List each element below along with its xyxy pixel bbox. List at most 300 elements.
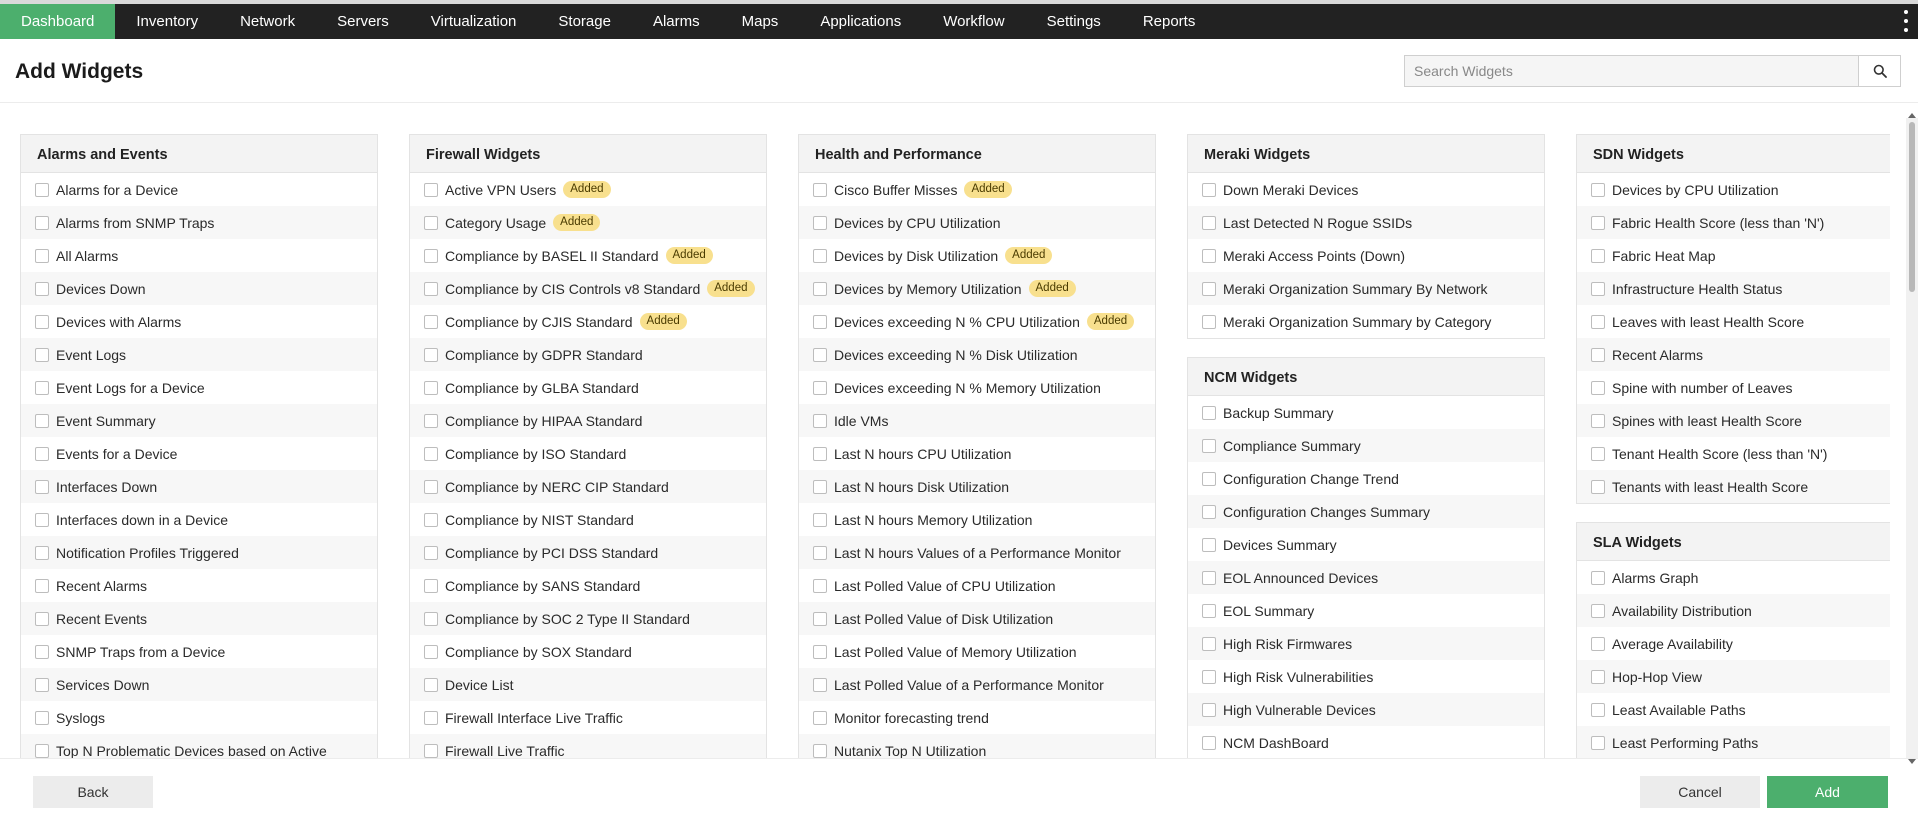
- widget-checkbox[interactable]: [35, 744, 49, 758]
- widget-item[interactable]: [21, 272, 377, 305]
- nav-tab-workflow[interactable]: Workflow: [943, 13, 1005, 30]
- page-title: Add Widgets: [15, 60, 144, 83]
- widget-item[interactable]: [1577, 404, 1890, 437]
- widget-label: EOL Summary: [1223, 602, 1315, 619]
- widget-label: Alarms for a Device: [56, 181, 179, 198]
- widget-checkbox[interactable]: [424, 282, 438, 296]
- widget-checkbox[interactable]: [1202, 282, 1216, 296]
- widget-list: [799, 173, 1155, 758]
- widget-checkbox[interactable]: [1591, 381, 1605, 395]
- widget-label: Compliance Summary: [1223, 437, 1361, 454]
- widget-group-panel: [798, 134, 1156, 758]
- widget-label: Meraki Organization Summary by Category: [1223, 313, 1492, 330]
- widget-label: Tenants with least Health Score: [1612, 478, 1809, 495]
- widget-group-panel: [1576, 522, 1890, 758]
- widget-checkbox[interactable]: [813, 183, 827, 197]
- widget-label: Infrastructure Health Status: [1612, 280, 1783, 297]
- widget-item[interactable]: [410, 239, 766, 272]
- widget-item[interactable]: [410, 470, 766, 503]
- nav-tab-virtualization[interactable]: Virtualization: [430, 13, 517, 30]
- widget-item[interactable]: [799, 470, 1155, 503]
- widget-item[interactable]: [21, 437, 377, 470]
- widget-item[interactable]: [1188, 726, 1544, 758]
- widget-item[interactable]: [410, 668, 766, 701]
- widget-list: [1577, 561, 1890, 758]
- widget-label: Compliance by SOX Standard: [445, 643, 632, 660]
- widget-checkbox[interactable]: [424, 513, 438, 527]
- widget-checkbox[interactable]: [35, 612, 49, 626]
- widget-checkbox[interactable]: [1202, 439, 1216, 453]
- widget-label: Compliance by NERC CIP Standard: [445, 478, 669, 495]
- widget-checkbox[interactable]: [35, 579, 49, 593]
- widget-checkbox[interactable]: [424, 612, 438, 626]
- widget-label: Fabric Heat Map: [1612, 247, 1716, 264]
- widget-item[interactable]: [799, 437, 1155, 470]
- widget-checkbox[interactable]: [1591, 604, 1605, 618]
- widget-label: Least Performing Paths: [1612, 734, 1759, 751]
- widget-item[interactable]: [21, 734, 377, 758]
- widget-label: Event Logs: [56, 346, 127, 363]
- widget-item[interactable]: [21, 206, 377, 239]
- widget-label: Fabric Health Score (less than 'N'): [1612, 214, 1825, 231]
- widget-item[interactable]: [799, 371, 1155, 404]
- widget-item[interactable]: [1188, 429, 1544, 462]
- widget-checkbox[interactable]: [1202, 505, 1216, 519]
- scroll-down-icon[interactable]: [1908, 759, 1916, 764]
- widget-item[interactable]: [21, 668, 377, 701]
- widget-label: Compliance by ISO Standard: [445, 445, 627, 462]
- widget-checkbox[interactable]: [1591, 703, 1605, 717]
- widget-item[interactable]: [1188, 206, 1544, 239]
- widget-item[interactable]: [410, 272, 766, 305]
- widget-label: Event Summary: [56, 412, 156, 429]
- widget-item[interactable]: [1188, 528, 1544, 561]
- widget-checkbox[interactable]: [1591, 637, 1605, 651]
- widget-label: Devices by CPU Utilization: [1612, 181, 1779, 198]
- widget-checkbox[interactable]: [1591, 216, 1605, 230]
- widget-checkbox[interactable]: [424, 645, 438, 659]
- widget-checkbox[interactable]: [813, 480, 827, 494]
- nav-tab-inventory[interactable]: Inventory: [136, 13, 199, 30]
- widget-checkbox[interactable]: [1591, 249, 1605, 263]
- widget-label: Tenant Health Score (less than 'N'): [1612, 445, 1828, 462]
- widget-checkbox[interactable]: [424, 744, 438, 758]
- widget-checkbox[interactable]: [424, 447, 438, 461]
- widget-item[interactable]: [1577, 173, 1890, 206]
- widget-item[interactable]: [410, 602, 766, 635]
- widget-label: All Alarms: [56, 247, 119, 264]
- widget-checkbox[interactable]: [35, 282, 49, 296]
- widget-checkbox[interactable]: [1591, 348, 1605, 362]
- widget-item[interactable]: [1577, 726, 1890, 758]
- widget-label: NCM DashBoard: [1223, 734, 1329, 751]
- added-badge: Added: [1029, 280, 1076, 297]
- widget-item[interactable]: [1577, 272, 1890, 305]
- widget-item[interactable]: [21, 503, 377, 536]
- widget-label: Monitor forecasting trend: [834, 709, 989, 726]
- add-button[interactable]: Add: [1767, 776, 1888, 808]
- widget-label: Last N hours Disk Utilization: [834, 478, 1010, 495]
- nav-tab-dashboard[interactable]: Dashboard: [0, 4, 115, 39]
- widget-checkbox[interactable]: [813, 381, 827, 395]
- widget-item[interactable]: [799, 338, 1155, 371]
- widget-checkbox[interactable]: [813, 513, 827, 527]
- widget-checkbox[interactable]: [1591, 414, 1605, 428]
- widget-checkbox[interactable]: [813, 348, 827, 362]
- widget-item[interactable]: [1188, 627, 1544, 660]
- widget-checkbox[interactable]: [35, 711, 49, 725]
- widget-item[interactable]: [410, 437, 766, 470]
- widget-label: Spine with number of Leaves: [1612, 379, 1793, 396]
- widget-item[interactable]: [410, 173, 766, 206]
- widget-item[interactable]: [1188, 462, 1544, 495]
- widget-item[interactable]: [799, 701, 1155, 734]
- cancel-button[interactable]: Cancel: [1640, 776, 1760, 808]
- widget-label: Top N Problematic Devices based on Active: [56, 742, 327, 758]
- widget-item[interactable]: [1188, 305, 1544, 338]
- widget-item[interactable]: [799, 503, 1155, 536]
- widget-label: Compliance by PCI DSS Standard: [445, 544, 659, 561]
- widget-item[interactable]: [1188, 594, 1544, 627]
- widget-group-panel: [1187, 134, 1545, 339]
- widget-label: Last Polled Value of CPU Utilization: [834, 577, 1056, 594]
- widget-checkbox[interactable]: [424, 678, 438, 692]
- widget-checkbox[interactable]: [1202, 249, 1216, 263]
- search-button[interactable]: [1858, 56, 1900, 86]
- widget-column: [1187, 134, 1545, 758]
- widget-label: Recent Alarms: [56, 577, 148, 594]
- widget-item[interactable]: [1577, 371, 1890, 404]
- widget-label: Idle VMs: [834, 412, 889, 429]
- widget-checkbox[interactable]: [35, 315, 49, 329]
- widget-group-title: NCM Widgets: [1188, 358, 1544, 396]
- widget-item[interactable]: [799, 272, 1155, 305]
- widget-label: Firewall Live Traffic: [445, 742, 565, 758]
- widget-label: Devices by Memory Utilization: [834, 280, 1022, 297]
- widget-checkbox[interactable]: [1202, 703, 1216, 717]
- nav-tab-storage[interactable]: Storage: [558, 13, 611, 30]
- widget-checkbox[interactable]: [813, 315, 827, 329]
- widget-item[interactable]: [1577, 338, 1890, 371]
- nav-tab-reports[interactable]: Reports: [1142, 13, 1196, 30]
- widget-checkbox[interactable]: [1202, 670, 1216, 684]
- widget-label: Last N hours Values of a Performance Monitor: [834, 544, 1121, 561]
- widget-label: Devices exceeding N % CPU Utilization: [834, 313, 1080, 330]
- widget-item[interactable]: [1577, 693, 1890, 726]
- widget-label: Event Logs for a Device: [56, 379, 205, 396]
- widget-item[interactable]: [21, 239, 377, 272]
- widget-item[interactable]: [1577, 627, 1890, 660]
- widget-item[interactable]: [799, 305, 1155, 338]
- widget-item[interactable]: [410, 503, 766, 536]
- widget-checkbox[interactable]: [1202, 183, 1216, 197]
- widget-column: [409, 134, 767, 758]
- widget-checkbox[interactable]: [1591, 670, 1605, 684]
- widget-checkbox[interactable]: [424, 579, 438, 593]
- widget-checkbox[interactable]: [1591, 447, 1605, 461]
- widget-checkbox[interactable]: [424, 711, 438, 725]
- widget-checkbox[interactable]: [1591, 315, 1605, 329]
- more-options-icon[interactable]: [1902, 10, 1910, 32]
- widget-checkbox[interactable]: [813, 282, 827, 296]
- widget-group-panel: [409, 134, 767, 758]
- widget-checkbox[interactable]: [813, 546, 827, 560]
- main-nav: [0, 4, 1918, 39]
- nav-tab-network[interactable]: Network: [240, 13, 296, 30]
- widget-checkbox[interactable]: [424, 381, 438, 395]
- page-scrollbar[interactable]: [1906, 118, 1918, 758]
- widget-item[interactable]: [1188, 396, 1544, 429]
- widget-checkbox[interactable]: [35, 447, 49, 461]
- back-button[interactable]: Back: [33, 776, 153, 808]
- widget-label: Devices with Alarms: [56, 313, 182, 330]
- widget-checkbox[interactable]: [35, 249, 49, 263]
- widget-item[interactable]: [1577, 470, 1890, 503]
- widget-label: Devices Down: [56, 280, 146, 297]
- widget-label: Spines with least Health Score: [1612, 412, 1802, 429]
- widget-label: Down Meraki Devices: [1223, 181, 1359, 198]
- widget-label: High Vulnerable Devices: [1223, 701, 1376, 718]
- nav-tab-settings[interactable]: Settings: [1046, 13, 1101, 30]
- widget-label: Interfaces down in a Device: [56, 511, 228, 528]
- widget-checkbox[interactable]: [1202, 736, 1216, 750]
- top-navigation-bar: [0, 0, 1918, 39]
- widget-label: Devices by CPU Utilization: [834, 214, 1001, 231]
- search-widgets-input[interactable]: [1405, 56, 1858, 86]
- widget-checkbox[interactable]: [1591, 480, 1605, 494]
- widget-item[interactable]: [1577, 206, 1890, 239]
- widget-checkbox[interactable]: [424, 414, 438, 428]
- widget-item[interactable]: [1188, 239, 1544, 272]
- widget-item[interactable]: [799, 206, 1155, 239]
- widget-checkbox[interactable]: [424, 546, 438, 560]
- widget-item[interactable]: [21, 470, 377, 503]
- widget-item[interactable]: [21, 305, 377, 338]
- widget-label: Recent Alarms: [1612, 346, 1704, 363]
- added-badge: Added: [707, 280, 754, 297]
- widget-checkbox[interactable]: [1202, 472, 1216, 486]
- widget-group-panel: [1187, 357, 1545, 758]
- widget-item[interactable]: [21, 569, 377, 602]
- widget-checkbox[interactable]: [813, 612, 827, 626]
- widget-item[interactable]: [21, 173, 377, 206]
- widget-label: Last N hours CPU Utilization: [834, 445, 1012, 462]
- widget-group-title: SLA Widgets: [1577, 523, 1890, 561]
- widget-label: Configuration Changes Summary: [1223, 503, 1430, 520]
- widget-item[interactable]: [1188, 660, 1544, 693]
- widget-item[interactable]: [1577, 305, 1890, 338]
- widget-checkbox[interactable]: [1202, 604, 1216, 618]
- widget-item[interactable]: [1188, 495, 1544, 528]
- widget-checkbox[interactable]: [35, 348, 49, 362]
- widget-list: [1577, 173, 1890, 503]
- widget-item[interactable]: [21, 371, 377, 404]
- widget-item[interactable]: [799, 668, 1155, 701]
- widget-checkbox[interactable]: [1591, 282, 1605, 296]
- widget-checkbox[interactable]: [1591, 183, 1605, 197]
- widget-column: [1576, 134, 1890, 758]
- widget-label: Devices exceeding N % Disk Utilization: [834, 346, 1078, 363]
- widget-label: Active VPN Users: [445, 181, 557, 198]
- nav-tab-servers[interactable]: Servers: [337, 13, 389, 30]
- widget-item[interactable]: [799, 734, 1155, 758]
- widget-item[interactable]: [799, 536, 1155, 569]
- widget-label: Cisco Buffer Misses: [834, 181, 958, 198]
- widget-label: Devices Summary: [1223, 536, 1337, 553]
- widget-checkbox[interactable]: [424, 249, 438, 263]
- widget-label: Device List: [445, 676, 514, 693]
- added-badge: Added: [553, 214, 600, 231]
- widget-checkbox[interactable]: [1591, 571, 1605, 585]
- scrollbar-thumb[interactable]: [1909, 122, 1915, 292]
- widget-item[interactable]: [799, 569, 1155, 602]
- widget-item[interactable]: [799, 404, 1155, 437]
- widget-label: Leaves with least Health Score: [1612, 313, 1805, 330]
- nav-tab-alarms[interactable]: Alarms: [652, 13, 700, 30]
- widget-label: Compliance by SOC 2 Type II Standard: [445, 610, 690, 627]
- widget-checkbox[interactable]: [35, 216, 49, 230]
- widget-label: Compliance by BASEL II Standard: [445, 247, 659, 264]
- widget-item[interactable]: [1188, 693, 1544, 726]
- widget-item[interactable]: [410, 635, 766, 668]
- widget-item[interactable]: [1188, 272, 1544, 305]
- widget-item[interactable]: [21, 338, 377, 371]
- widget-item[interactable]: [1188, 561, 1544, 594]
- widget-label: Firewall Interface Live Traffic: [445, 709, 623, 726]
- widget-checkbox[interactable]: [813, 711, 827, 725]
- added-badge: Added: [666, 247, 713, 264]
- widget-checkbox[interactable]: [813, 447, 827, 461]
- widget-item[interactable]: [799, 239, 1155, 272]
- widget-item[interactable]: [1577, 594, 1890, 627]
- widget-label: Recent Events: [56, 610, 148, 627]
- widget-item[interactable]: [799, 602, 1155, 635]
- widget-checkbox[interactable]: [424, 183, 438, 197]
- widget-label: Alarms from SNMP Traps: [56, 214, 215, 231]
- widget-item[interactable]: [21, 536, 377, 569]
- widget-checkbox[interactable]: [424, 480, 438, 494]
- widget-checkbox[interactable]: [813, 414, 827, 428]
- widget-item[interactable]: [799, 173, 1155, 206]
- widget-item[interactable]: [410, 569, 766, 602]
- widget-item[interactable]: [1577, 437, 1890, 470]
- nav-tab-maps[interactable]: Maps: [741, 13, 779, 30]
- widget-item[interactable]: [410, 536, 766, 569]
- widget-label: Devices by Disk Utilization: [834, 247, 999, 264]
- widget-checkbox[interactable]: [1202, 216, 1216, 230]
- scroll-up-icon[interactable]: [1908, 113, 1916, 118]
- widget-item[interactable]: [1188, 173, 1544, 206]
- widget-label: Meraki Access Points (Down): [1223, 247, 1406, 264]
- widget-label: Last Detected N Rogue SSIDs: [1223, 214, 1413, 231]
- widget-label: Alarms Graph: [1612, 569, 1699, 586]
- widget-checkbox[interactable]: [35, 381, 49, 395]
- widget-checkbox[interactable]: [1202, 571, 1216, 585]
- widget-checkbox[interactable]: [813, 678, 827, 692]
- added-badge: Added: [964, 181, 1011, 198]
- widget-item[interactable]: [799, 635, 1155, 668]
- widget-list: [21, 173, 377, 758]
- widget-label: Backup Summary: [1223, 404, 1334, 421]
- footer-divider: [0, 758, 1918, 759]
- widget-label: Last N hours Memory Utilization: [834, 511, 1033, 528]
- widget-label: SNMP Traps from a Device: [56, 643, 226, 660]
- widget-item[interactable]: [21, 701, 377, 734]
- widget-item[interactable]: [21, 404, 377, 437]
- widget-item[interactable]: [410, 404, 766, 437]
- widget-checkbox[interactable]: [1202, 538, 1216, 552]
- widget-checkbox[interactable]: [424, 348, 438, 362]
- widget-checkbox[interactable]: [35, 414, 49, 428]
- widget-checkbox[interactable]: [35, 546, 49, 560]
- widget-label: Compliance by SANS Standard: [445, 577, 641, 594]
- widget-item[interactable]: [410, 338, 766, 371]
- added-badge: Added: [1087, 313, 1134, 330]
- widget-group-title: Firewall Widgets: [410, 135, 766, 173]
- widget-list: [1188, 396, 1544, 758]
- widget-item[interactable]: [21, 635, 377, 668]
- widget-item[interactable]: [1577, 660, 1890, 693]
- widget-label: Average Availability: [1612, 635, 1733, 652]
- widget-list: [1188, 173, 1544, 338]
- widget-group-title: Health and Performance: [799, 135, 1155, 173]
- widget-checkbox[interactable]: [1591, 736, 1605, 750]
- added-badge: Added: [563, 181, 610, 198]
- widget-label: Compliance by GLBA Standard: [445, 379, 639, 396]
- widget-item[interactable]: [410, 305, 766, 338]
- widget-label: Meraki Organization Summary By Network: [1223, 280, 1488, 297]
- widget-item[interactable]: [1577, 239, 1890, 272]
- widget-checkbox[interactable]: [35, 480, 49, 494]
- widget-checkbox[interactable]: [813, 744, 827, 758]
- widget-item[interactable]: [1577, 561, 1890, 594]
- widget-label: Services Down: [56, 676, 150, 693]
- widget-checkbox[interactable]: [424, 315, 438, 329]
- widget-label: Least Available Paths: [1612, 701, 1746, 718]
- widget-label: Compliance by CJIS Standard: [445, 313, 633, 330]
- widget-checkbox[interactable]: [35, 645, 49, 659]
- widget-item[interactable]: [410, 734, 766, 758]
- widget-group-panel: [20, 134, 378, 758]
- search-widgets-box: [1404, 55, 1901, 87]
- widget-item[interactable]: [410, 206, 766, 239]
- widget-checkbox[interactable]: [35, 678, 49, 692]
- widget-checkbox[interactable]: [1202, 637, 1216, 651]
- widget-item[interactable]: [410, 701, 766, 734]
- widget-item[interactable]: [410, 371, 766, 404]
- widget-checkbox[interactable]: [424, 216, 438, 230]
- widget-checkbox[interactable]: [35, 513, 49, 527]
- nav-tab-applications[interactable]: Applications: [820, 13, 902, 30]
- widget-label: Interfaces Down: [56, 478, 158, 495]
- widget-checkbox[interactable]: [35, 183, 49, 197]
- widget-checkbox[interactable]: [1202, 406, 1216, 420]
- widget-label: Compliance by GDPR Standard: [445, 346, 643, 363]
- added-badge: Added: [1005, 247, 1052, 264]
- widget-label: High Risk Firmwares: [1223, 635, 1353, 652]
- widget-item[interactable]: [21, 602, 377, 635]
- widget-label: Events for a Device: [56, 445, 178, 462]
- widget-checkbox[interactable]: [813, 216, 827, 230]
- widget-checkbox[interactable]: [813, 645, 827, 659]
- widget-checkbox[interactable]: [813, 579, 827, 593]
- added-badge: Added: [640, 313, 687, 330]
- widget-checkbox[interactable]: [1202, 315, 1216, 329]
- widget-checkbox[interactable]: [813, 249, 827, 263]
- widget-label: Hop-Hop View: [1612, 668, 1703, 685]
- widget-label: Compliance by NIST Standard: [445, 511, 634, 528]
- widget-label: Notification Profiles Triggered: [56, 544, 239, 561]
